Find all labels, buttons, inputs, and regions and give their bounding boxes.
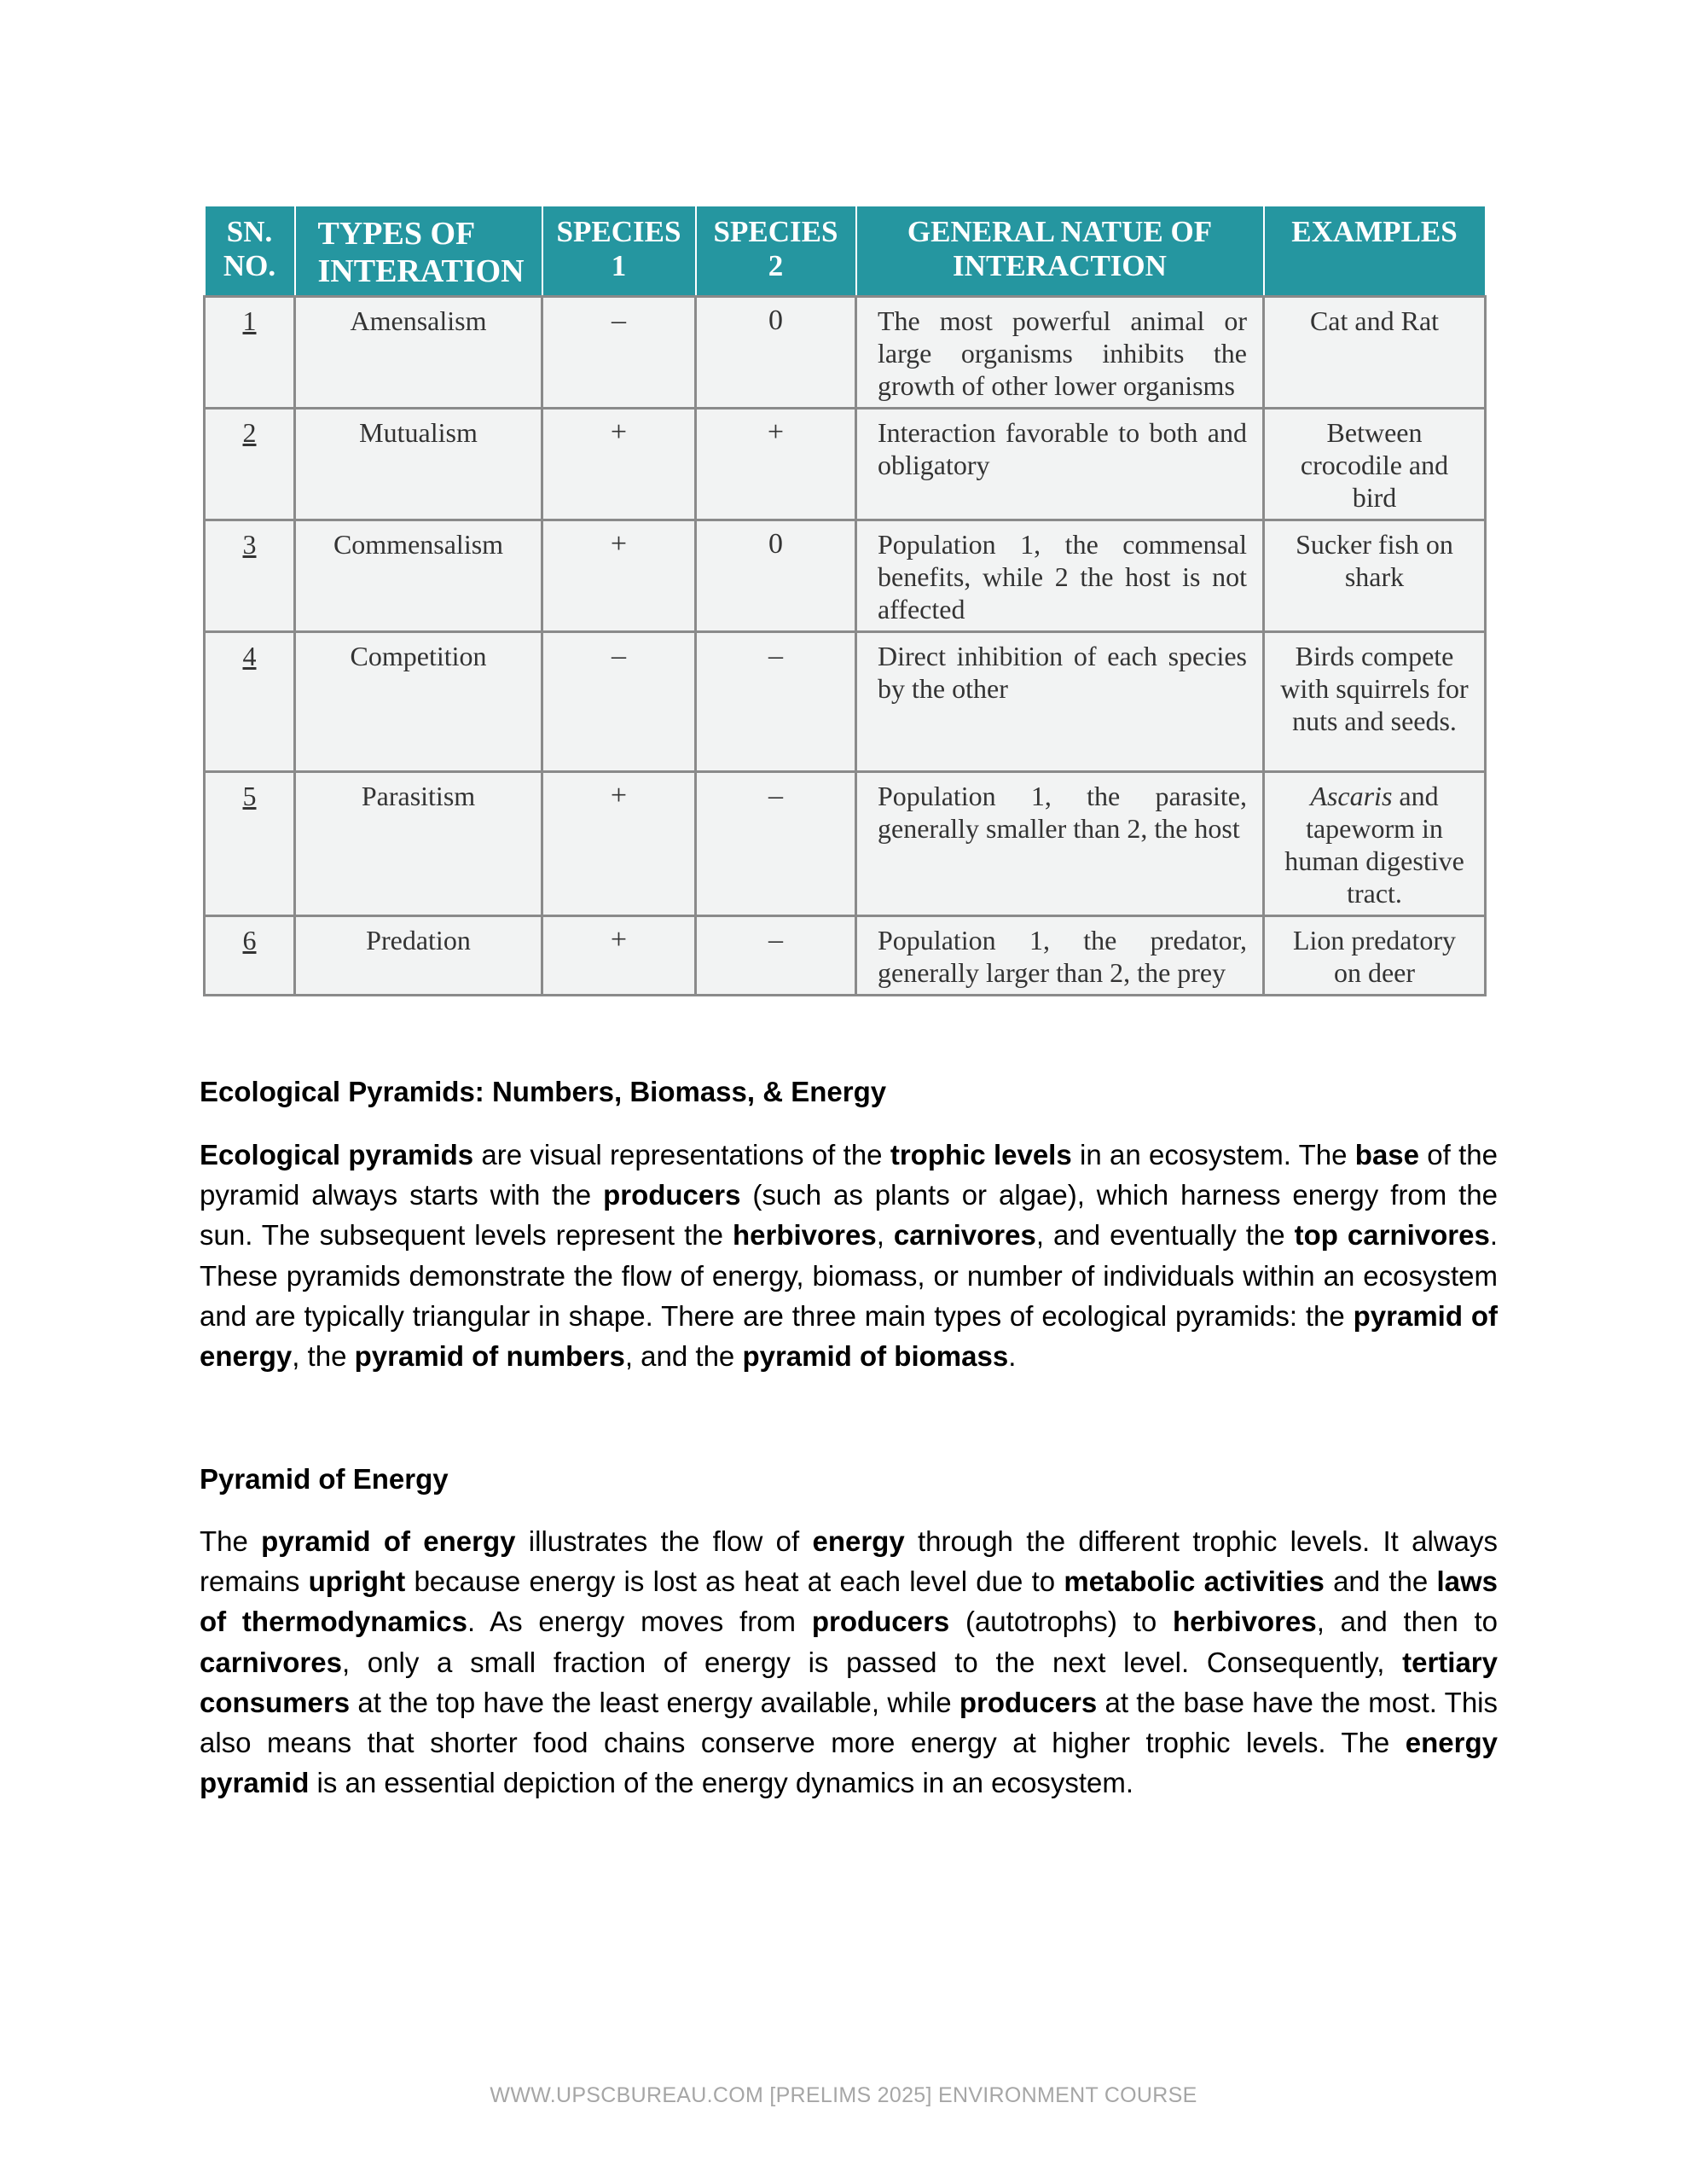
examples-text: and tapeworm in human digestive tract. — [1284, 781, 1464, 909]
row-species1: + — [542, 772, 696, 916]
page-footer: WWW.UPSCBUREAU.COM [PRELIMS 2025] ENVIRONMENT COURSE — [490, 2083, 1197, 2107]
text-run: of the pyramid always starts with the — [200, 1139, 1498, 1211]
row-examples: Cat and Rat — [1264, 297, 1486, 409]
row-species1: + — [542, 520, 696, 632]
text-run: , only a small fraction of energy is passed to the next level. Consequently, — [341, 1646, 1403, 1678]
row-nature: Population 1, the commensal benefits, while 2 the host is not affected — [856, 520, 1264, 632]
bold-term: carnivores — [200, 1646, 342, 1678]
row-nature: Direct inhibition of each species by the other — [856, 632, 1264, 772]
row-species2: – — [696, 916, 856, 996]
bold-term: upright — [308, 1565, 406, 1598]
text-run: , — [876, 1219, 894, 1252]
bold-term: carnivores — [893, 1219, 1036, 1252]
text-run: because energy is lost as heat at each level due to — [405, 1565, 1064, 1598]
paragraph-ecological-pyramids — [200, 1135, 1498, 1376]
bold-term: energy pyramid — [200, 1727, 1498, 1799]
row-species2: – — [696, 632, 856, 772]
row-sn: 1 — [205, 297, 295, 409]
text-run: in an ecosystem. The — [1071, 1139, 1355, 1170]
bold-term: herbivores — [732, 1219, 877, 1252]
row-type: Competition — [295, 632, 542, 772]
row-species2: 0 — [696, 297, 856, 409]
bold-term: base — [1354, 1139, 1419, 1170]
row-type: Commensalism — [295, 520, 542, 632]
table-row — [205, 916, 1486, 996]
row-type: Amensalism — [295, 297, 542, 409]
row-examples: Birds compete with squirrels for nuts and seeds. — [1264, 632, 1486, 772]
row-type: Mutualism — [295, 409, 542, 520]
text-run: The — [200, 1525, 262, 1557]
header-examples: EXAMPLES — [1264, 206, 1486, 297]
row-nature: Interaction favorable to both and obligatory — [856, 409, 1264, 520]
bold-term: producers — [811, 1606, 950, 1638]
bold-term: laws of thermodynamics — [200, 1565, 1498, 1638]
bold-term: pyramid of energy — [261, 1525, 516, 1557]
table-row — [205, 520, 1486, 632]
text-run: . As energy moves from — [467, 1606, 812, 1638]
text-run: . These pyramids demonstrate the flow of energy, biomass, or number of individuals within an ecosystem and are typically triangular in shape. There are three main types of ecological pyramids: the — [200, 1219, 1499, 1332]
header-types: TYPES OF INTERATION — [295, 206, 542, 297]
row-species1: + — [542, 916, 696, 996]
text-run: , and the — [624, 1340, 743, 1373]
row-species1: + — [542, 409, 696, 520]
bold-term: pyramid of numbers — [354, 1340, 625, 1373]
row-examples — [1264, 772, 1486, 916]
row-species2: + — [696, 409, 856, 520]
row-examples: Lion predatory on deer — [1264, 916, 1486, 996]
text-run: , and then to — [1316, 1606, 1498, 1638]
header-species1: SPECIES 1 — [542, 206, 696, 297]
text-run: and the — [1324, 1565, 1437, 1598]
header-species2: SPECIES 2 — [696, 206, 856, 297]
row-sn: 4 — [205, 632, 295, 772]
row-nature: The most powerful animal or large organisms inhibits the growth of other lower organisms — [856, 297, 1264, 409]
row-examples: Sucker fish on shark — [1264, 520, 1486, 632]
text-run: at the top have the least energy available, while — [350, 1686, 959, 1718]
row-type: Predation — [295, 916, 542, 996]
section-heading-pyramid-of-energy: Pyramid of Energy — [200, 1463, 449, 1495]
row-species2: – — [696, 772, 856, 916]
text-run: (autotrophs) to — [949, 1606, 1173, 1638]
row-sn: 2 — [205, 409, 295, 520]
bold-term: energy — [812, 1525, 905, 1557]
text-run: are visual representations of the — [473, 1139, 890, 1170]
text-run: at the base have the most. This also means that shorter food chains conserve more energy at higher trophic levels. The — [200, 1686, 1499, 1759]
paragraph-pyramid-of-energy — [200, 1521, 1498, 1803]
row-species1: – — [542, 297, 696, 409]
bold-term: top carnivores — [1294, 1219, 1490, 1252]
interaction-table — [203, 205, 1487, 996]
table-header-row — [205, 206, 1486, 297]
bold-term: metabolic activities — [1064, 1565, 1325, 1598]
header-sn: SN. NO. — [205, 206, 295, 297]
header-nature: GENERAL NATUE OF INTERACTION — [856, 206, 1264, 297]
text-run: through the different trophic levels. It always remains — [200, 1525, 1498, 1598]
text-run: is an essential depiction of the energy dynamics in an ecosystem. — [309, 1767, 1134, 1799]
examples-italic: Ascaris — [1310, 781, 1393, 811]
row-nature: Population 1, the parasite, generally smaller than 2, the host — [856, 772, 1264, 916]
bold-term: trophic levels — [890, 1139, 1072, 1170]
bold-term: producers — [959, 1686, 1098, 1718]
bold-term: Ecological pyramids — [200, 1139, 474, 1170]
row-examples: Between crocodile and bird — [1264, 409, 1486, 520]
table-row — [205, 297, 1486, 409]
text-run: (such as plants or algae), which harness energy from the sun. The subsequent levels represent the — [200, 1179, 1498, 1252]
text-run: , and eventually the — [1035, 1219, 1295, 1252]
text-run: illustrates the flow of — [515, 1525, 813, 1557]
bold-term: pyramid of energy — [200, 1299, 1498, 1373]
bold-term: tertiary consumers — [200, 1646, 1498, 1718]
row-nature: Population 1, the predator, generally larger than 2, the prey — [856, 916, 1264, 996]
table-row — [205, 772, 1486, 916]
row-sn: 3 — [205, 520, 295, 632]
text-run: . — [1008, 1340, 1017, 1373]
table-row — [205, 632, 1486, 772]
row-species2: 0 — [696, 520, 856, 632]
row-type: Parasitism — [295, 772, 542, 916]
row-sn: 6 — [205, 916, 295, 996]
row-species1: – — [542, 632, 696, 772]
bold-term: herbivores — [1172, 1606, 1317, 1638]
table-row — [205, 409, 1486, 520]
bold-term: producers — [603, 1179, 741, 1211]
bold-term: pyramid of biomass — [742, 1340, 1009, 1373]
section-heading-ecological-pyramids: Ecological Pyramids: Numbers, Biomass, & Energy — [200, 1076, 887, 1107]
text-run: , the — [292, 1340, 355, 1373]
row-sn: 5 — [205, 772, 295, 916]
